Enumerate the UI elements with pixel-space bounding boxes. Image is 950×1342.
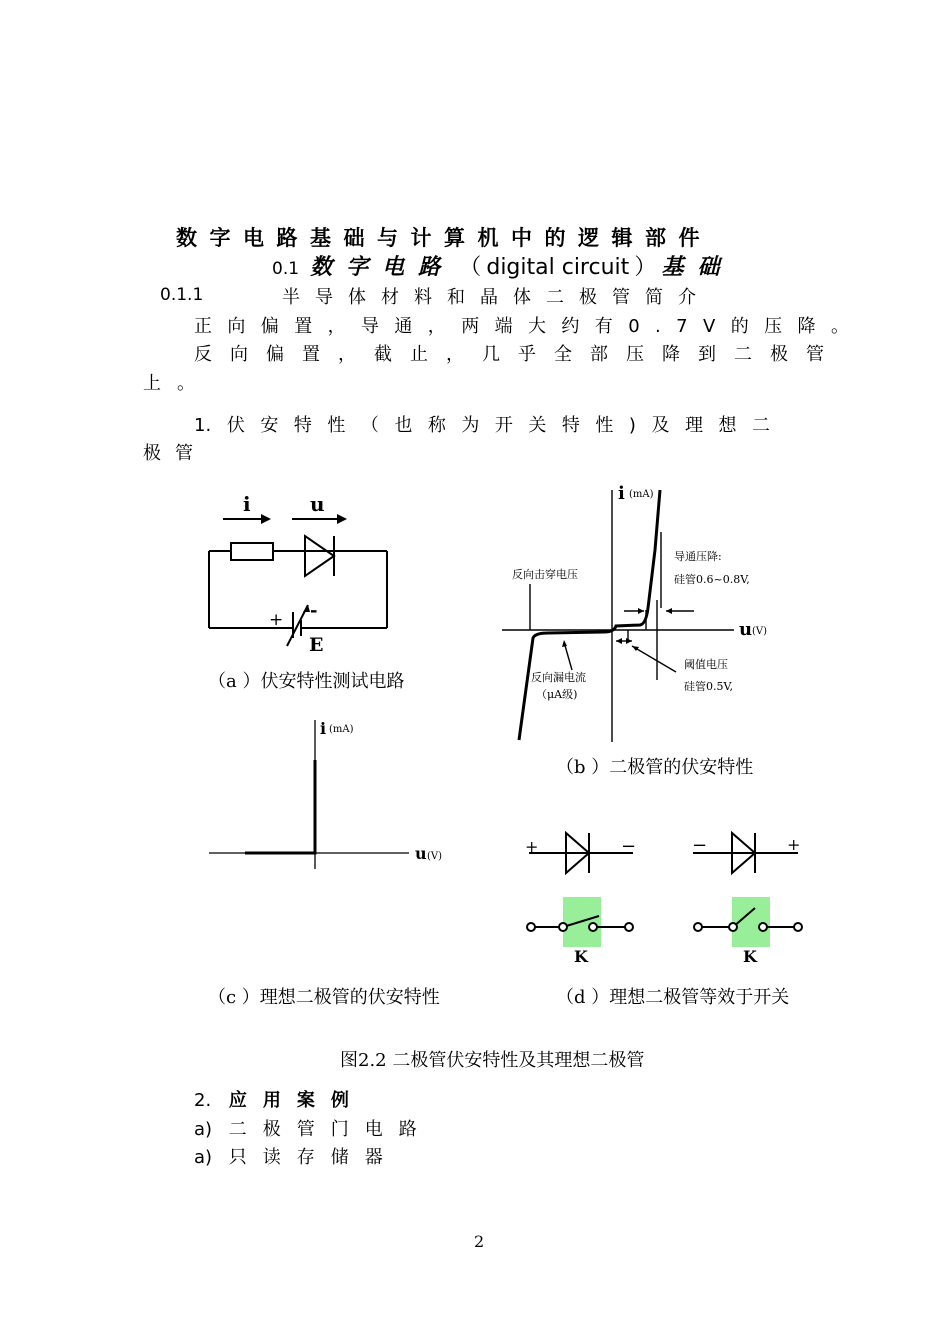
- label-E: E: [309, 634, 324, 656]
- section-paren-open: （: [459, 255, 482, 280]
- breakdown-voltage-label: 反向击穿电压: [512, 568, 578, 581]
- figure-c-caption: （c ）理想二极管的伏安特性: [208, 987, 440, 1008]
- figure-b-caption: （b ）二极管的伏安特性: [556, 757, 754, 778]
- app-item-1-label: a): [194, 1119, 213, 1140]
- label-minus: -: [310, 600, 318, 621]
- reverse-bias-text-cont: 上。: [143, 373, 211, 394]
- figure-main-caption: 图2.2 二极管伏安特性及其理想二极管: [340, 1050, 645, 1071]
- leak-current-label: 反向漏电流: [531, 671, 586, 684]
- resistor: [231, 543, 273, 560]
- item1-heading: [194, 411, 785, 437]
- switch-label-right: K: [743, 947, 757, 966]
- item1-number: 1.: [194, 415, 212, 436]
- label-u: u: [310, 492, 325, 516]
- left-plus: +: [525, 837, 539, 856]
- section-title-cn: 数字电路: [310, 254, 455, 280]
- item2-heading: [194, 1086, 365, 1112]
- left-minus: −: [621, 836, 637, 857]
- subsection-title: 半导体材料和晶体二极管简介: [282, 287, 711, 308]
- conduct-drop-value: 硅管0.6~0.8V,: [674, 573, 750, 586]
- ideal-curve: [245, 760, 315, 853]
- section-paren-close: ）: [634, 255, 657, 280]
- app-item-2-text: 只读存储器: [228, 1147, 399, 1168]
- reverse-bias-text: 反向偏置，截止，几乎全部压降到二极管: [194, 344, 842, 365]
- conduct-drop-title: 导通压降:: [674, 550, 722, 563]
- subsection-number: 0.1.1: [160, 285, 204, 305]
- section-number: 0.1: [272, 259, 300, 279]
- axis-u-label: u: [739, 619, 753, 640]
- document-title: 数字电路基础与计算机中的逻辑部件: [176, 226, 712, 250]
- figure-d-switch-equivalent: [515, 825, 815, 970]
- diode-symbol: [305, 536, 334, 576]
- page-number: 2: [474, 1232, 485, 1251]
- threshold-title: 阈值电压: [684, 658, 728, 671]
- ideal-axis-i-label: i: [320, 719, 327, 738]
- label-i: i: [243, 492, 251, 516]
- app-item-1: [194, 1115, 433, 1141]
- figure-b-vi-curve: [498, 480, 788, 750]
- item1-title: 伏安特性（也称为开关特性)及理想二: [226, 415, 786, 436]
- right-plus: +: [787, 835, 801, 854]
- leak-current-unit: （μA级): [536, 688, 578, 701]
- section-title-cn-2: 基础: [661, 254, 734, 280]
- item1-title-cont: 极管: [143, 443, 207, 464]
- threshold-value: 硅管0.5V,: [684, 680, 734, 693]
- figure-a-circuit: [195, 488, 405, 658]
- app-item-2: [194, 1143, 399, 1169]
- right-minus: −: [692, 835, 708, 856]
- switch-label-left: K: [574, 947, 588, 966]
- label-plus: +: [269, 610, 284, 630]
- figure-d-caption: （d ）理想二极管等效于开关: [556, 987, 790, 1008]
- app-item-1-text: 二极管门电路: [228, 1119, 433, 1140]
- axis-i-unit: (mA): [629, 489, 654, 500]
- item2-number: 2.: [194, 1090, 212, 1111]
- app-item-2-label: a): [194, 1147, 213, 1168]
- axis-i-label: i: [618, 483, 625, 504]
- section-title-en: digital circuit: [486, 255, 630, 280]
- figure-a-caption: （a ）伏安特性测试电路: [208, 671, 405, 692]
- item2-title: 应用案例: [228, 1090, 365, 1111]
- ideal-axis-i-unit: (mA): [329, 724, 354, 735]
- ideal-axis-u-unit: (V): [427, 851, 443, 862]
- characteristic-curve: [519, 490, 660, 740]
- figure-c-ideal-curve: [205, 714, 450, 874]
- ideal-axis-u-label: u: [415, 844, 427, 863]
- axis-u-unit: (V): [752, 626, 768, 637]
- forward-bias-text: 正向偏置，导通，两端大约有0.7V的压降。: [194, 316, 865, 337]
- section-heading: [272, 250, 734, 278]
